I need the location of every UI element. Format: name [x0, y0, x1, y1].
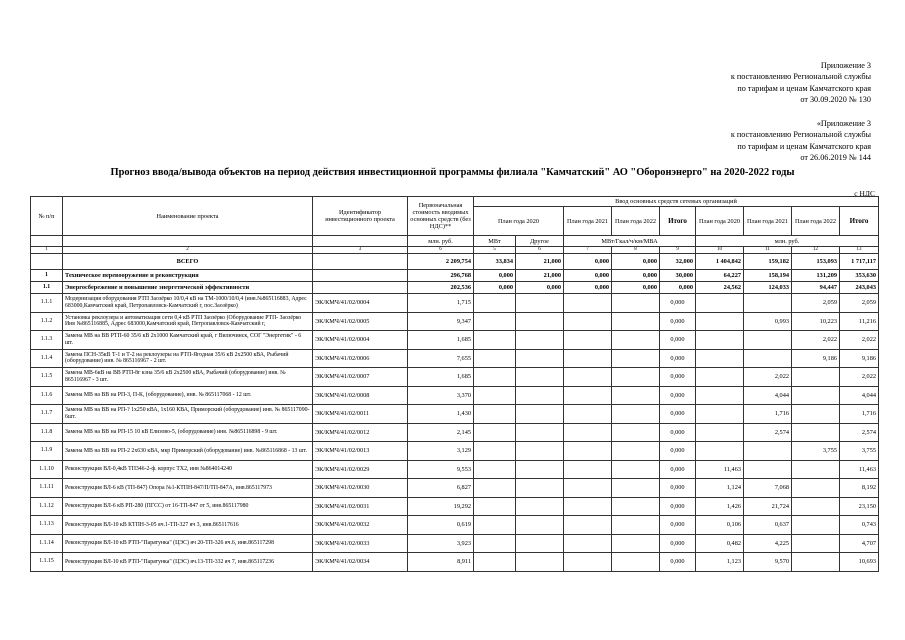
value-cell: 3,755: [840, 442, 879, 461]
header-plan-2021: План года 2021: [564, 207, 612, 236]
project-name: Замена МВ на ВВ РТП-60 35/6 кВ 2х1000 Камчатский край, г Вилючинск, СОГ "Энергетик" - 6 шт.: [63, 331, 313, 350]
initial-cost: 202,536: [408, 282, 474, 294]
value-cell: [744, 349, 792, 368]
value-cell: 11,216: [840, 312, 879, 331]
value-cell: [516, 331, 564, 350]
column-index: 10: [696, 247, 744, 254]
value-cell: [474, 553, 516, 572]
value-cell: 1,124: [696, 479, 744, 498]
value-cell: 9,186: [792, 349, 840, 368]
initial-cost: 2,145: [408, 423, 474, 442]
value-cell: 2,022: [792, 331, 840, 350]
value-cell: [564, 312, 612, 331]
value-cell: 2,059: [840, 294, 879, 313]
table-row: [31, 534, 879, 553]
value-cell: 0,000: [474, 282, 516, 294]
value-cell: 0,000: [516, 282, 564, 294]
project-name: Модернизация оборудования РТП Заозёрко 10/0,4 кВ на ТМ-1000/10/0,4 (инв.№865116883, Адрес 683000,Камчатский край, Петропавловск-Камчатский г, пос.Заозёрко): [63, 294, 313, 313]
project-id: ЭК/КМЧ/41/02/0004: [313, 294, 408, 313]
project-name: Замена МВ на ВВ на РП-2 2х630 кВА, мкр Приморский (оборудование) инв. №865116868 - 13 шт.: [63, 442, 313, 461]
table-row: [31, 331, 879, 350]
initial-cost: 3,370: [408, 386, 474, 405]
value-cell: 1,716: [840, 405, 879, 424]
value-cell: [696, 312, 744, 331]
value-cell: 0,000: [660, 368, 696, 387]
value-cell: 21,000: [516, 254, 564, 270]
value-cell: [474, 386, 516, 405]
project-id: ЭК/КМЧ/41/02/0030: [313, 479, 408, 498]
row-number: 1.1.7: [31, 405, 63, 424]
value-cell: [612, 442, 660, 461]
value-cell: [474, 368, 516, 387]
value-cell: [474, 442, 516, 461]
project-id: ЭК/КМЧ/41/02/0011: [313, 405, 408, 424]
value-cell: 0,482: [696, 534, 744, 553]
table-row: [31, 460, 879, 479]
initial-cost: 1,430: [408, 405, 474, 424]
value-cell: 0,000: [660, 405, 696, 424]
row-number: [31, 254, 63, 270]
value-cell: [612, 405, 660, 424]
value-cell: [612, 460, 660, 479]
value-cell: 64,227: [696, 270, 744, 282]
value-cell: 0,000: [660, 294, 696, 313]
project-id: ЭК/КМЧ/41/02/0006: [313, 349, 408, 368]
value-cell: 21,724: [744, 497, 792, 516]
row-number: 1.1.11: [31, 479, 63, 498]
value-cell: [612, 368, 660, 387]
row-number: 1.1.8: [31, 423, 63, 442]
appendix-line: «Приложение 3: [816, 119, 871, 128]
column-index: 11: [744, 247, 792, 254]
value-cell: [516, 386, 564, 405]
header-cost: Первоначальная стоимость вводимых основных средств (без НДС)**: [408, 197, 474, 236]
project-id: [313, 254, 408, 270]
value-cell: 21,000: [516, 270, 564, 282]
value-cell: 0,993: [744, 312, 792, 331]
header-group: Ввод основных средств сетевых организаций: [474, 197, 879, 207]
initial-cost: 3,923: [408, 534, 474, 553]
column-index: 12: [792, 247, 840, 254]
project-name: Замена МВ на ВВ на РП-15 10 кВ Елизово-5, (оборудование) инв. №865116898 - 9 шт.: [63, 423, 313, 442]
value-cell: 0,000: [660, 282, 696, 294]
value-cell: [564, 460, 612, 479]
value-cell: 2,022: [840, 368, 879, 387]
initial-cost: 3,129: [408, 442, 474, 461]
value-cell: 0,000: [660, 553, 696, 572]
value-cell: 2,022: [744, 368, 792, 387]
unit-rub: млн. руб.: [696, 236, 879, 247]
value-cell: [792, 479, 840, 498]
unit-other: Другое: [516, 236, 564, 247]
value-cell: [564, 294, 612, 313]
value-cell: [564, 479, 612, 498]
project-name: Реконструкция ВЛ-0,4кВ ТП346-2-ф. корпус ТХ2, инв №864014240: [63, 460, 313, 479]
value-cell: [474, 405, 516, 424]
value-cell: 353,630: [840, 270, 879, 282]
appendix-line: от 30.09.2020 № 130: [800, 95, 871, 105]
value-cell: [474, 534, 516, 553]
value-cell: 1 717,117: [840, 254, 879, 270]
value-cell: [612, 294, 660, 313]
project-id: ЭК/КМЧ/41/02/0033: [313, 534, 408, 553]
value-cell: 4,044: [840, 386, 879, 405]
section-row: [31, 282, 879, 294]
total-row: [31, 254, 879, 270]
table-row: [31, 312, 879, 331]
header-id: Идентификатор инвестиционного проекта: [313, 197, 408, 236]
value-cell: [474, 460, 516, 479]
header-cost-2022: План года 2022: [792, 207, 840, 236]
project-name: Реконструкция ВЛ-10 кВ РТП-"Паратунка" (ЦЭС) яч 20-ТП-326 яч.6, инв.865117298: [63, 534, 313, 553]
project-name: Энергосбережение и повышение энергетической эффективности: [63, 282, 313, 294]
value-cell: [474, 331, 516, 350]
value-cell: 159,182: [744, 254, 792, 270]
value-cell: [792, 460, 840, 479]
header-total: Итого: [660, 207, 696, 236]
vat-note: с НДС: [854, 189, 875, 198]
value-cell: [792, 405, 840, 424]
appendix-header: [731, 60, 871, 106]
value-cell: [474, 294, 516, 313]
initial-cost: 19,292: [408, 497, 474, 516]
value-cell: [516, 516, 564, 535]
value-cell: 3,755: [792, 442, 840, 461]
project-name: Реконструкция ВЛ-6 кВ (ТП-847) Опора №1-КТПН-847/П/ТП-847А, инв.865117973: [63, 479, 313, 498]
header-cost-2020: План года 2020: [696, 207, 744, 236]
value-cell: 0,000: [660, 516, 696, 535]
value-cell: [516, 553, 564, 572]
project-id: [313, 282, 408, 294]
value-cell: 4,225: [744, 534, 792, 553]
value-cell: [564, 331, 612, 350]
value-cell: 0,000: [612, 282, 660, 294]
table-row: [31, 405, 879, 424]
value-cell: 153,093: [792, 254, 840, 270]
value-cell: 131,209: [792, 270, 840, 282]
value-cell: 0,000: [660, 386, 696, 405]
row-number: 1.1.13: [31, 516, 63, 535]
project-name: Техническое перевооружение и реконструкция: [63, 270, 313, 282]
value-cell: [474, 479, 516, 498]
row-number: 1: [31, 270, 63, 282]
value-cell: 0,000: [660, 534, 696, 553]
initial-cost: 0,619: [408, 516, 474, 535]
project-name: Замена ПСН-35кВ Т-1 и Т-2 на реклоузеры на РТП-Ягодная 35/6 кВ 2х2500 кВА, Рыбачий (оборудование) инв. № 865116967 - 2 шт.: [63, 349, 313, 368]
project-id: ЭК/КМЧ/41/02/0034: [313, 553, 408, 572]
value-cell: [792, 516, 840, 535]
row-number: 1.1.9: [31, 442, 63, 461]
column-index: 6: [516, 247, 564, 254]
value-cell: 11,463: [840, 460, 879, 479]
column-index: 3: [313, 247, 408, 254]
value-cell: [792, 368, 840, 387]
value-cell: [564, 516, 612, 535]
value-cell: 2,574: [840, 423, 879, 442]
value-cell: [516, 442, 564, 461]
table-row: [31, 294, 879, 313]
section-row: [31, 270, 879, 282]
initial-cost: 1,715: [408, 294, 474, 313]
value-cell: 0,000: [660, 349, 696, 368]
table-row: [31, 516, 879, 535]
value-cell: 1,716: [744, 405, 792, 424]
value-cell: [612, 349, 660, 368]
column-index: 1: [31, 247, 63, 254]
value-cell: 0,000: [564, 254, 612, 270]
forecast-table: [30, 196, 879, 572]
table-row: [31, 442, 879, 461]
value-cell: [792, 386, 840, 405]
value-cell: [516, 497, 564, 516]
row-number: 1.1.5: [31, 368, 63, 387]
value-cell: [612, 553, 660, 572]
initial-cost: 6,827: [408, 479, 474, 498]
value-cell: [744, 331, 792, 350]
value-cell: [612, 497, 660, 516]
appendix-line: от 26.06.2019 № 144: [800, 153, 871, 163]
value-cell: [564, 405, 612, 424]
value-cell: [612, 331, 660, 350]
value-cell: [744, 460, 792, 479]
value-cell: 0,000: [660, 312, 696, 331]
row-number: 1.1.10: [31, 460, 63, 479]
column-index: 2: [63, 247, 313, 254]
unit-mw: МВт: [474, 236, 516, 247]
unit-cost: млн. руб.: [408, 236, 474, 247]
initial-cost: 296,768: [408, 270, 474, 282]
value-cell: 2,022: [840, 331, 879, 350]
value-cell: 0,000: [660, 479, 696, 498]
value-cell: [612, 312, 660, 331]
appendix-line: к постановлению Региональной службы: [730, 72, 871, 82]
value-cell: [516, 460, 564, 479]
value-cell: [474, 423, 516, 442]
value-cell: 0,743: [840, 516, 879, 535]
value-cell: [474, 516, 516, 535]
value-cell: 8,192: [840, 479, 879, 498]
value-cell: 1,426: [696, 497, 744, 516]
value-cell: 0,637: [744, 516, 792, 535]
value-cell: 0,000: [564, 282, 612, 294]
table-row: [31, 349, 879, 368]
project-name: ВСЕГО: [63, 254, 313, 270]
initial-cost: 1,685: [408, 331, 474, 350]
value-cell: [696, 405, 744, 424]
table-row: [31, 479, 879, 498]
table-row: [31, 386, 879, 405]
value-cell: 4,707: [840, 534, 879, 553]
value-cell: 0,000: [660, 497, 696, 516]
value-cell: [564, 534, 612, 553]
value-cell: 1,123: [696, 553, 744, 572]
column-index: 8: [612, 247, 660, 254]
value-cell: [612, 479, 660, 498]
project-id: ЭК/КМЧ/41/02/0005: [313, 312, 408, 331]
project-id: ЭК/КМЧ/41/02/0007: [313, 368, 408, 387]
initial-cost: 2 209,754: [408, 254, 474, 270]
table-body: [31, 254, 879, 572]
value-cell: [474, 497, 516, 516]
value-cell: [744, 294, 792, 313]
value-cell: 23,150: [840, 497, 879, 516]
value-cell: 2,574: [744, 423, 792, 442]
value-cell: [696, 331, 744, 350]
value-cell: [612, 386, 660, 405]
table-row: [31, 497, 879, 516]
value-cell: 10,223: [792, 312, 840, 331]
row-number: 1.1.6: [31, 386, 63, 405]
value-cell: 243,043: [840, 282, 879, 294]
value-cell: [612, 534, 660, 553]
value-cell: [696, 349, 744, 368]
column-index: 9: [660, 247, 696, 254]
value-cell: 0,000: [612, 254, 660, 270]
project-name: Установка реклоузера и автоматизация сети 0,4 кВ РТП Заозёрко (Оборудование РТП- Заозёрко Инв №865116885, Адрес 683000,Камчатский край, Петропавловск-Камчатский г,: [63, 312, 313, 331]
value-cell: 0,000: [564, 270, 612, 282]
appendix-line: по тарифам и ценам Камчатского края: [737, 141, 871, 151]
unit-mixed: МВт/Гкал/ч/км/МВА: [564, 236, 696, 247]
value-cell: 9,186: [840, 349, 879, 368]
value-cell: 10,693: [840, 553, 879, 572]
value-cell: [516, 423, 564, 442]
value-cell: 1 404,842: [696, 254, 744, 270]
project-name: Замена МВ-6кВ на ВВ РТП-8г кзна 35/6 кВ 2х2500 кВА, Рыбачий (оборудование) инв. № 865116967 - 3 шт.: [63, 368, 313, 387]
value-cell: [516, 312, 564, 331]
header-num: № п/п: [31, 197, 63, 236]
header-total-cost: Итого: [840, 207, 879, 236]
document-title: Прогноз ввода/вывода объектов на период действия инвестиционной программы филиала "Камчатский" АО "Оборонэнерго" на 2020-2022 годы: [110, 167, 795, 178]
value-cell: 32,000: [660, 254, 696, 270]
value-cell: [474, 349, 516, 368]
value-cell: [792, 534, 840, 553]
row-number: 1.1.4: [31, 349, 63, 368]
initial-cost: 1,685: [408, 368, 474, 387]
project-id: ЭК/КМЧ/41/02/0029: [313, 460, 408, 479]
project-name: Реконструкция ВЛ-10 кВ КТПН-3-05 яч.1-ТП-327 яч 3, инв.865117616: [63, 516, 313, 535]
value-cell: 94,447: [792, 282, 840, 294]
value-cell: [696, 423, 744, 442]
header-plan-2022: План года 2022: [612, 207, 660, 236]
project-name: Реконструкция ВЛ-6 кВ РП-280 (ПГСС) от 16-ТП-847 от 5, инв.865117980: [63, 497, 313, 516]
value-cell: 4,044: [744, 386, 792, 405]
value-cell: 124,033: [744, 282, 792, 294]
value-cell: [696, 294, 744, 313]
value-cell: [696, 386, 744, 405]
value-cell: [516, 534, 564, 553]
value-cell: [792, 423, 840, 442]
value-cell: 0,000: [612, 270, 660, 282]
value-cell: [516, 405, 564, 424]
project-id: ЭК/КМЧ/41/02/0032: [313, 516, 408, 535]
project-id: ЭК/КМЧ/41/02/0013: [313, 442, 408, 461]
value-cell: [564, 497, 612, 516]
appendix-line: по тарифам и ценам Камчатского края: [737, 83, 871, 93]
row-number: 1.1.14: [31, 534, 63, 553]
value-cell: [612, 423, 660, 442]
initial-cost: 9,347: [408, 312, 474, 331]
project-id: ЭК/КМЧ/41/02/0031: [313, 497, 408, 516]
column-index: 5: [474, 247, 516, 254]
value-cell: [564, 386, 612, 405]
project-id: ЭК/КМЧ/41/02/0008: [313, 386, 408, 405]
value-cell: [792, 553, 840, 572]
initial-cost: 7,655: [408, 349, 474, 368]
value-cell: 9,570: [744, 553, 792, 572]
column-index: 6: [408, 247, 474, 254]
value-cell: [516, 368, 564, 387]
row-number: 1.1.3: [31, 331, 63, 350]
row-number: 1.1.2: [31, 312, 63, 331]
value-cell: 0,000: [660, 331, 696, 350]
value-cell: 0,000: [660, 442, 696, 461]
project-name: Реконструкция ВЛ-10 кВ РТП-"Паратунка" (ЦЭС) яч.13-ТП-332 яч 7, инв.865117236: [63, 553, 313, 572]
value-cell: [792, 497, 840, 516]
header-cost-2021: План года 2021: [744, 207, 792, 236]
value-cell: [564, 349, 612, 368]
project-id: [313, 270, 408, 282]
row-number: 1.1.15: [31, 553, 63, 572]
value-cell: [516, 294, 564, 313]
column-index: 7: [564, 247, 612, 254]
value-cell: [612, 516, 660, 535]
initial-cost: 9,553: [408, 460, 474, 479]
column-index: 13: [840, 247, 879, 254]
value-cell: 0,106: [696, 516, 744, 535]
table-row: [31, 368, 879, 387]
project-name: Замена МВ на ВВ на РП-3, П-К, (оборудование), инв. № 865117068 - 12 шт.: [63, 386, 313, 405]
value-cell: 30,000: [660, 270, 696, 282]
value-cell: 0,000: [660, 460, 696, 479]
value-cell: [564, 553, 612, 572]
table-row: [31, 553, 879, 572]
value-cell: 0,000: [474, 270, 516, 282]
value-cell: [516, 479, 564, 498]
row-number: 1.1: [31, 282, 63, 294]
appendix-line: к постановлению Региональной службы: [730, 130, 871, 140]
value-cell: 24,562: [696, 282, 744, 294]
appendix-previous-header: [731, 118, 871, 164]
initial-cost: 8,911: [408, 553, 474, 572]
value-cell: [696, 368, 744, 387]
table-header: [31, 197, 879, 254]
value-cell: 158,194: [744, 270, 792, 282]
value-cell: 11,463: [696, 460, 744, 479]
value-cell: [564, 368, 612, 387]
value-cell: [744, 442, 792, 461]
value-cell: [696, 442, 744, 461]
value-cell: 2,059: [792, 294, 840, 313]
value-cell: 33,834: [474, 254, 516, 270]
row-number: 1.1.1: [31, 294, 63, 313]
value-cell: [564, 442, 612, 461]
value-cell: [564, 423, 612, 442]
value-cell: 7,068: [744, 479, 792, 498]
project-id: ЭК/КМЧ/41/02/0012: [313, 423, 408, 442]
value-cell: [474, 312, 516, 331]
table-row: [31, 423, 879, 442]
row-number: 1.1.12: [31, 497, 63, 516]
column-index-row: [31, 247, 879, 254]
project-id: ЭК/КМЧ/41/02/0004: [313, 331, 408, 350]
value-cell: 0,000: [660, 423, 696, 442]
header-name: Наименование проекта: [63, 197, 313, 236]
appendix-line: Приложение 3: [820, 61, 871, 70]
header-plan-2020: План года 2020: [474, 207, 564, 236]
project-name: Замена МВ на ВВ на РП-? 1х250 кВА, 1х160 КВА, Приморский (оборудование) инв. № 865117090- 6шт.: [63, 405, 313, 424]
value-cell: [516, 349, 564, 368]
